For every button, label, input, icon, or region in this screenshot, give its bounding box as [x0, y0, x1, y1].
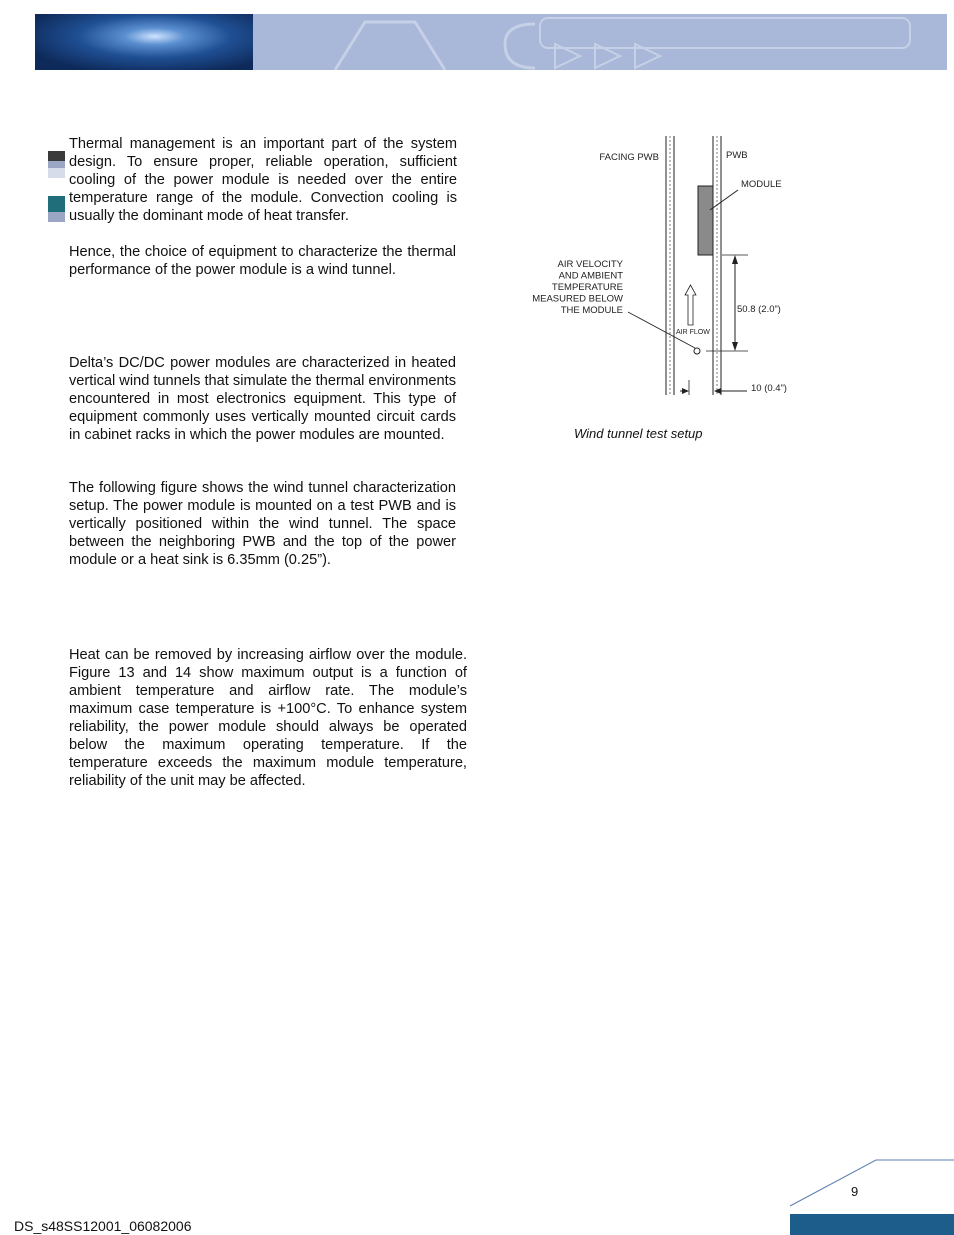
- bullet-marker-teal: [48, 196, 65, 212]
- label-dimension-spacing: 10 (0.4”): [751, 383, 787, 394]
- label-air-velocity-4: MEASURED BELOW: [532, 293, 623, 305]
- wind-tunnel-diagram: [520, 130, 820, 410]
- label-air-velocity-2: AND AMBIENT: [558, 270, 623, 282]
- paragraph-heat-removal: Heat can be removed by increasing airflow over the module. Figure 13 and 14 show maximum output is a function of ambient temperature and airflow rate. The module’s maximum case temperature is +100°C. To enhance system reliability, the power module should always be operated below the maximum operating temperature. If the temperature exceeds the maximum module temperature, reliability of the unit may be affected.: [69, 647, 467, 789]
- air-flow-arrow-icon: [685, 285, 696, 325]
- bullet-marker-teal-light: [48, 212, 65, 222]
- label-air-velocity-3: TEMPERATURE: [551, 282, 623, 293]
- label-air-velocity-5: THE MODULE: [560, 305, 623, 316]
- label-pwb: PWB: [726, 150, 748, 161]
- label-dimension-height: 50.8 (2.0”): [737, 304, 781, 315]
- label-facing-pwb: FACING PWB: [599, 152, 659, 163]
- page-number: 9: [851, 1184, 859, 1199]
- paragraph-thermal-management: Thermal management is an important part of the system design. To ensure proper, reliable operation, sufficient cooling of the power module is needed over the entire temperature range of the module. Convection cooling is usually the dominant mode of heat transfer.: [69, 136, 457, 224]
- header-banner: [35, 14, 947, 70]
- document-id: DS_s48SS12001_06082006: [14, 1218, 192, 1234]
- label-module: MODULE: [741, 179, 782, 190]
- probe-icon: [694, 348, 700, 354]
- paragraph-figure-description: The following figure shows the wind tunnel characterization setup. The power module is mounted on a test PWB and is vertically positioned within the wind tunnel. The space between the neighboring PWB and the top of the power module or a heat sink is 6.35mm (0.25”).: [69, 480, 456, 568]
- banner-logo-shapes: [35, 14, 947, 70]
- bullet-marker-dark-pale: [48, 168, 65, 178]
- module-block: [698, 186, 713, 255]
- bullet-marker-dark: [48, 151, 65, 161]
- figure-caption: Wind tunnel test setup: [574, 426, 703, 441]
- label-air-flow: AIR FLOW: [676, 329, 710, 336]
- footer-decoration: [788, 1158, 954, 1235]
- paragraph-wind-tunnel-choice: Hence, the choice of equipment to characterize the thermal performance of the power module is a wind tunnel.: [69, 244, 456, 278]
- label-air-velocity-1: AIR VELOCITY: [557, 259, 623, 270]
- paragraph-characterization: Delta’s DC/DC power modules are characterized in heated vertical wind tunnels that simulate the thermal environments encountered in most electronics equipment. This type of equipment commonly uses vertically mounted circuit cards in cabinet racks in which the power modules are mounted.: [69, 355, 456, 443]
- bullet-marker-dark-light: [48, 161, 65, 168]
